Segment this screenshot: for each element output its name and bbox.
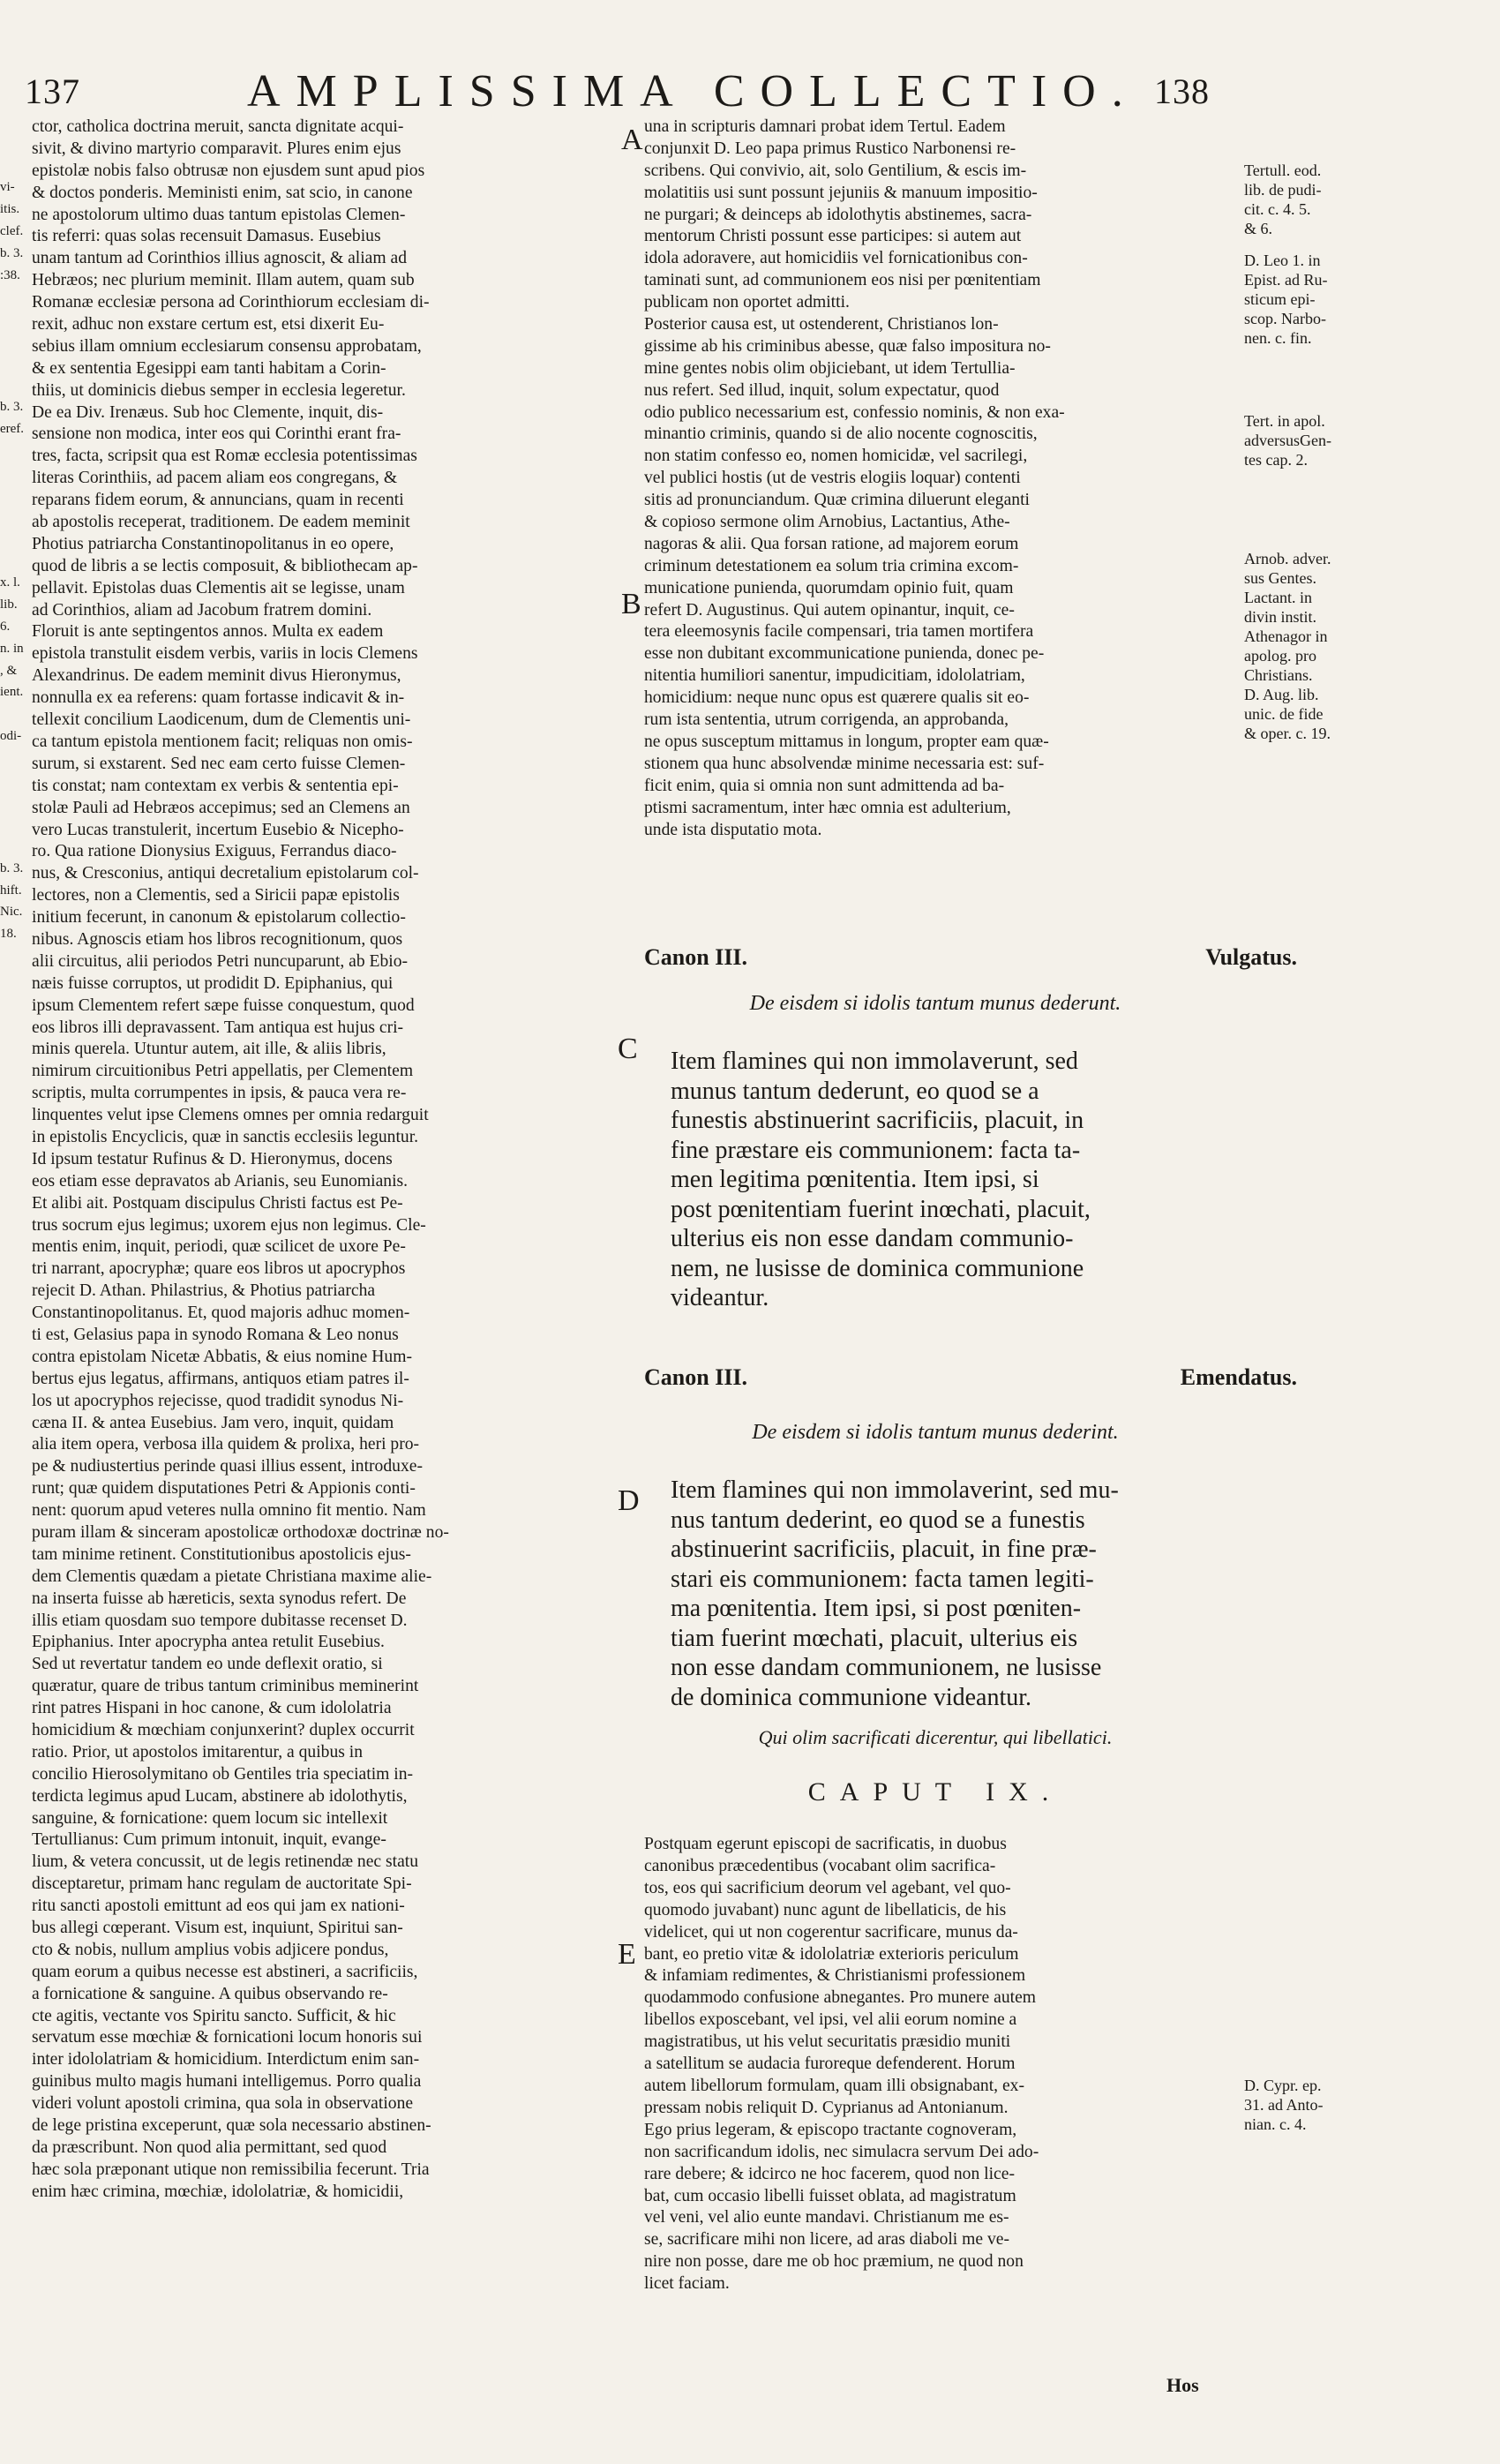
left-column-line: pe & nudiustertius perinde quasi illius essent, introduxe- (32, 1457, 423, 1476)
left-margin-note-line: x. l. (0, 575, 20, 590)
marginal-note-line: sus Gentes. (1244, 569, 1316, 587)
canon-vulgatus-line: funestis abstinuerint sacrificiis, placuit, in (671, 1107, 1084, 1134)
chapter-text-line: Postquam egerunt episcopi de sacrificatis, in duobus (644, 1835, 1007, 1853)
left-column-line: ro. Qua ratione Dionysius Exiguus, Ferrandus diaco- (32, 842, 397, 861)
section-letter-e: E (618, 1938, 636, 1971)
marginal-note-line: & oper. c. 19. (1244, 725, 1331, 742)
left-column-line: terdicta legimus apud Lucam, abstinere ab idolothytis, (32, 1786, 408, 1806)
left-column-line: næis fuisse corruptos, ut prodidit D. Epiphanius, qui (32, 973, 394, 993)
left-column-line: in epistolis Encyclicis, quæ in sanctis ecclesiis leguntur. (32, 1127, 419, 1146)
marginal-note-line: scop. Narbo- (1244, 310, 1326, 327)
left-column-line: da præscribunt. Non quod alia permittant, sed quod (32, 2137, 387, 2157)
left-margin-note-line (0, 352, 28, 374)
left-column-line: scriptis, multa corrumpentes in ipsis, & pauca vera re- (32, 1084, 407, 1103)
left-column-line: sivit, & divino martyrio comparavit. Plures enim ejus (32, 139, 401, 158)
left-column-line: cæna II. & antea Eusebius. Jam vero, inquit, quidam (32, 1413, 394, 1432)
left-margin-note-line: b. 3. (0, 399, 24, 414)
left-column-line: contra epistolam Nicetæ Abbatis, & eius nomine Hum- (32, 1347, 412, 1366)
right-column-text (644, 116, 1226, 841)
chapter-text-line: magistratibus, ut his velut securitatis præsidio muniti (644, 2032, 1011, 2052)
right-column-line: homicidium: neque nunc opus est quærere qualis sit eo- (644, 688, 1030, 708)
running-title: AMPLISSIMA COLLECTIO. (247, 66, 1139, 116)
canon-vulgatus-text (671, 1047, 1235, 1313)
right-column-line: taminati sunt, ad communionem eos nisi per pœnitentiam (644, 271, 1041, 290)
marginal-note-line: D. Leo 1. in (1244, 252, 1321, 269)
marginal-note-line: Tertull. eod. (1244, 162, 1322, 179)
left-column-line: cte agitis, vectante vos Spiritu sancto. Sufficit, & hic (32, 2006, 396, 2025)
canon-emendatus-line: Item flamines qui non immolaverint, sed mu- (671, 1476, 1119, 1504)
left-margin-note-line (0, 703, 28, 725)
left-margin-notes (0, 177, 28, 945)
left-column-line: enim hæc crimina, mœchiæ, idololatriæ, & homicidii, (32, 2182, 404, 2201)
left-column-line: ratio. Prior, ut apostolos imitarentur, a quibus in (32, 1742, 364, 1762)
left-column-line: Hebræos; nec plurium meminit. Illam autem, quam sub (32, 271, 415, 290)
right-column-line: criminum detestationem ea solum tria crimina excom- (644, 556, 1019, 575)
left-column-line: los ut apocryphos rejecisse, quod tradidit synodus Ni- (32, 1391, 404, 1410)
left-margin-note-line: :38. (0, 267, 20, 282)
left-column-line: homicidium & mœchiam conjunxerint? duplex occurrit (32, 1721, 415, 1740)
left-margin-note-line: vi- (0, 180, 15, 194)
left-margin-note-line: , & (0, 663, 18, 678)
left-margin-note-line (0, 550, 28, 572)
right-column-line: stionem qua hunc absolvendæ minime necessaria est: suf- (644, 754, 1045, 773)
chapter-text-line: quomodo juvabant) nunc agunt de libellaticis, de his (644, 1900, 1007, 1919)
right-column-line: minantio criminis, quando si de alio nocente cognoscitis, (644, 424, 1038, 444)
left-column-line: illis etiam quosdam suo tempore dubitasse recenset D. (32, 1611, 408, 1630)
left-column-line: a fornicatione & sanguine. A quibus observando re- (32, 1984, 388, 2003)
left-column-line: rint patres Hispani in hoc canone, & cum idololatria (32, 1699, 392, 1718)
left-column-line: tri narrant, apocryphæ; quare eos libros ut apocryphos (32, 1259, 406, 1279)
left-column-line: Romanæ ecclesiæ persona ad Corinthiorum ecclesiam di- (32, 293, 430, 312)
marginal-note-line: Arnob. adver. (1244, 550, 1331, 567)
left-column-line: hæc sola præponant utique non remissibilia fecerunt. Tria (32, 2160, 430, 2179)
left-margin-note-line (0, 286, 28, 308)
left-column-line: rejecit D. Athan. Philastrius, & Photius patriarcha (32, 1281, 376, 1301)
left-column-line: servatum esse mœchiæ & fornicationi locum honoris sui (32, 2028, 423, 2047)
marginal-note-line: cit. c. 4. 5. (1244, 200, 1311, 218)
marginal-note-line: tes cap. 2. (1244, 451, 1308, 469)
left-column-line: minis querela. Utuntur autem, ait ille, & aliis libris, (32, 1040, 386, 1059)
left-column-line: Et alibi ait. Postquam discipulus Christi factus est Pe- (32, 1193, 403, 1213)
right-column-line: nus refert. Sed illud, inquit, solum expectatur, quod (644, 380, 1000, 400)
marginal-note-line: divin instit. (1244, 608, 1317, 626)
left-margin-note-line: clef. (0, 223, 24, 238)
left-margin-note-line: n. in (0, 641, 24, 656)
chapter-text-line: libellos exposcebant, vel ipsi, vel alii eorum nomine a (644, 2010, 1017, 2030)
marginal-note-line: lib. de pudi- (1244, 181, 1322, 199)
right-column-line: vel publici hostis (ut de vestris elogiis loquar) contenti (644, 469, 1021, 488)
chapter-text-line: canonibus præcedentibus (vocabant olim sacrifica- (644, 1856, 996, 1875)
left-column-text (32, 116, 628, 2204)
canon-vulgatus-line: men legitima pœnitentia. Item ipsi, si (671, 1166, 1039, 1193)
left-column-line: tam minime retinent. Constitutionibus apostolicis ejus- (32, 1544, 411, 1564)
canon-vulgatus-subtitle: De eisdem si idolis tantum munus dederunt. (749, 992, 1121, 1015)
left-margin-note-line (0, 308, 28, 330)
right-column-line: molatitiis usi sunt possunt jejuniis & manuum impositio- (644, 183, 1038, 202)
canon-vulgatus-line: munus tantum dederunt, eo quod se a (671, 1077, 1039, 1105)
left-column-line: inter idololatriam & homicidium. Interdictum enim san- (32, 2050, 420, 2070)
left-column-line: mentis enim, inquit, periodi, quæ scilicet de uxore Pe- (32, 1237, 406, 1257)
right-column-line: Posterior causa est, ut ostenderent, Christianos lon- (644, 315, 999, 334)
left-column-line: ti est, Gelasius papa in synodo Romana & Leo nonus (32, 1325, 399, 1344)
chapter-text-line: non sacrificandum idolis, nec simulacra servum Dei ado- (644, 2142, 1039, 2161)
right-column-line: conjunxit D. Leo papa primus Rustico Narbonensi re- (644, 139, 1016, 158)
left-column-line: Alexandrinus. De eadem meminit divus Hieronymus, (32, 666, 401, 686)
left-column-line: tis referri: quas solas recensuit Damasus. Eusebius (32, 227, 381, 246)
left-column-line: dem Clementis quædam a pietate Christiana maxime alie- (32, 1566, 432, 1586)
left-margin-note-line: 6. (0, 619, 11, 634)
right-column-line: nagoras & alii. Qua forsan ratione, ad majorem eorum (644, 534, 1019, 553)
left-margin-note-line (0, 747, 28, 770)
left-column-line: & doctos ponderis. Meministi enim, sat scio, in canone (32, 183, 413, 202)
left-margin-note-line: Nic. (0, 905, 23, 920)
marginal-note-line: sticum epi- (1244, 290, 1316, 308)
left-column-line: tres, facta, scripsit qua est Romæ ecclesia potentissimas (32, 447, 417, 466)
right-column-line: ficit enim, quia si omnia non sunt admittenda ad ba- (644, 776, 1005, 795)
left-margin-note-line (0, 770, 28, 792)
marginal-note-line: Christians. (1244, 666, 1313, 684)
left-column-line: quod de libris a se lectis composuit, & bibliothecam ap- (32, 556, 418, 575)
canon-emendatus-line: de dominica communione videantur. (671, 1683, 1032, 1711)
left-column-line: nibus. Agnoscis etiam hos libros recognitionum, quos (32, 929, 403, 949)
left-column-line: bertus ejus legatus, affirmans, antiquos etiam patres il- (32, 1369, 409, 1388)
left-column-line: na inserta fuisse ab hæreticis, sexta synodus refert. De (32, 1589, 407, 1608)
left-column-line: stolæ Pauli ad Hebræos accepimus; sed an Clemens an (32, 798, 410, 817)
right-column-line: ptismi sacramentum, inter hæc omnia est adulterium, (644, 798, 1011, 817)
left-column-line: lium, & vetera concussit, ut de legis retinendæ nec statu (32, 1852, 419, 1872)
canon-emendatus-line: nus tantum dederint, eo quod se a funestis (671, 1506, 1085, 1534)
left-column-line: alia item opera, verbosa illa quidem & prolixa, heri pro- (32, 1435, 420, 1454)
left-column-line: puram illam & sinceram apostolicæ orthodoxæ doctrinæ no- (32, 1523, 449, 1542)
chapter-text-line: nire non posse, dare me ob hoc præmium, ne quod non (644, 2252, 1024, 2272)
left-column-line: disceptaretur, primam hanc regulam de auctoritate Spi- (32, 1874, 412, 1894)
marginal-note-line: Athenagor in (1244, 627, 1328, 645)
right-column-line: & copioso sermone olim Arnobius, Lactantius, Athe- (644, 513, 1010, 532)
chapter-text-line: bat, cum occasio libelli fuisset oblata, ad magistratum (644, 2186, 1016, 2205)
right-column-line: nitentia humiliori sanentur, impudicitiam, idololatriam, (644, 666, 1025, 686)
marginal-note-tertull (1244, 161, 1491, 238)
left-column-line: tis constat; nam contextam ex verbis & sententia epi- (32, 776, 399, 795)
chapter-text-line: & infamiam redimentes, & Christianismi professionem (644, 1966, 1026, 1986)
left-column-line: unam tantum ad Corinthios illius agnoscit, & aliam ad (32, 249, 408, 268)
left-column-line: nimirum circuitionibus Petri appellatis, per Clementem (32, 1062, 414, 1081)
right-column-line: mine gentes nobis olim objiciebant, ut idem Tertullia- (644, 358, 1016, 378)
canon-vulgatus-line: ulterius eis non esse dandam communio- (671, 1225, 1074, 1252)
chapter-heading: CAPUT IX. (807, 1777, 1063, 1807)
left-column-line: thiis, ut dominicis diebus semper in ecclesia legeretur. (32, 380, 406, 400)
chapter-text-line: pressam nobis reliquit D. Cyprianus ad Antonianum. (644, 2098, 1009, 2117)
left-column-line: Sed ut revertatur tandem eo unde deflexit oratio, si (32, 1655, 383, 1674)
chapter-text-line: licet faciam. (644, 2274, 730, 2294)
left-column-line: videri volunt apostoli crimina, qua sola in observatione (32, 2094, 414, 2114)
canon-emendatus-subtitle: De eisdem si idolis tantum munus dederint. (752, 1421, 1119, 1444)
chapter-text-line: tos, eos qui sacrificium deorum vel agebant, vel quo- (644, 1878, 1011, 1897)
right-column-line: idola adoravere, aut homicidiis vel fornicationibus con- (644, 249, 1028, 268)
canon-emendatus-line: stari eis communionem: facta tamen legiti- (671, 1565, 1094, 1593)
left-column-line: cto & nobis, nullum amplius vobis adjicere pondus, (32, 1940, 389, 1959)
right-column-line: ne purgari; & deinceps ab idolothytis abstinemes, sacra- (644, 205, 1032, 224)
left-margin-note-line (0, 792, 28, 814)
marginal-note-line: D. Aug. lib. (1244, 686, 1319, 703)
marginal-note-cypr (1244, 2076, 1491, 2134)
left-column-line: surum, si exstarent. Sed nec eam certo fuisse Clemen- (32, 754, 406, 773)
right-column-line: sitis ad pronunciandum. Quæ crimina diluerunt eleganti (644, 491, 1030, 510)
chapter-text-line: se, sacrificare mihi non licere, ad aras diaboli me ve- (644, 2230, 1010, 2250)
marginal-note-line: 31. ad Anto- (1244, 2096, 1324, 2114)
right-column-line: refert D. Augustinus. Qui autem opinantur, inquit, ce- (644, 600, 1015, 620)
left-margin-note-line (0, 374, 28, 396)
left-column-line: rexit, adhuc non exstare certum est, etsi dixerit Eu- (32, 315, 385, 334)
left-column-line: sensione non modica, inter eos qui Corinthi erant fra- (32, 424, 401, 444)
chapter-text-line: bant, eo pretio vitæ & idololatriæ exterioris periculum (644, 1944, 1019, 1964)
chapter-text-line: Ego prius legeram, & episcopo tractante cognoveram, (644, 2120, 1017, 2139)
catchword: Hos (1166, 2374, 1199, 2396)
marginal-note-line: D. Cypr. ep. (1244, 2077, 1322, 2094)
left-column-line: ca tantum epistola mentionem facit; reliquas non omis- (32, 732, 413, 751)
canon-vulgatus-number: Canon III. (644, 944, 748, 970)
left-margin-note-line: eref. (0, 421, 25, 436)
right-column-line: rum ista sententia, utrum corrigenda, an approbanda, (644, 710, 1009, 730)
left-column-line: epistola transtulit eisdem verbis, variis in locis Clemens (32, 644, 418, 664)
left-column-line: Floruit is ante septingentos annos. Multa ex eadem (32, 622, 384, 642)
left-margin-note-line: hift. (0, 883, 22, 898)
left-margin-note-line (0, 506, 28, 528)
left-column-line: quam eorum a quibus necesse est abstineri, a sacrificiis, (32, 1962, 418, 1981)
right-column-line: tera eleemosynis facile compensari, tria tamen mortifera (644, 622, 1034, 642)
marginal-note-tert-apol (1244, 411, 1491, 470)
chapter-text-line: quodammodo confusione abnegantes. Pro munere autem (644, 1988, 1037, 2008)
left-column-line: quæratur, quare de tribus tantum criminibus meminerint (32, 1677, 419, 1696)
canon-emendatus-line: tiam fuerint mœchati, placuit, ulterius eis (671, 1624, 1078, 1652)
left-column-line: literas Corinthiis, ad pacem aliam eos congregans, & (32, 469, 398, 488)
chapter-text (644, 1834, 1226, 2295)
left-margin-note-line: b. 3. (0, 860, 24, 875)
left-margin-note-line: itis. (0, 201, 20, 216)
left-margin-note-line: lib. (0, 597, 18, 612)
left-column-line: guinibus multo magis humani intelligemus. Porro qualia (32, 2072, 422, 2092)
page-number-right: 138 (1154, 71, 1210, 111)
right-column-line: esse non dubitant excommunicatione punienda, donec pe- (644, 644, 1045, 664)
left-column-line: Tertullianus: Cum primum intonuit, inquit, evange- (32, 1830, 386, 1850)
marginal-note-leo (1244, 251, 1491, 348)
canon-vulgatus-line: videantur. (671, 1284, 769, 1311)
left-margin-note-line (0, 814, 28, 836)
left-column-line: nus, & Cresconius, antiqui decretalium epistolarum col- (32, 864, 419, 883)
right-column-line: municatione punienda, quorumdam opinio fuit, quam (644, 578, 1014, 597)
canon-vulgatus-line: fine præstare eis communionem: facta ta- (671, 1136, 1081, 1164)
right-column-line: gissime ab his criminibus abesse, quæ falso impositura no- (644, 336, 1051, 356)
left-column-line: runt; quæ quidem disputationes Petri & Appionis conti- (32, 1479, 416, 1499)
left-column-line: tellexit concilium Laodicenum, dum de Clementis uni- (32, 710, 411, 730)
chapter-text-line: vel veni, vel alio eunte mandavi. Christianum me es- (644, 2208, 1009, 2227)
left-column-line: sebius illam omnium ecclesiarum consensu approbatam, (32, 336, 422, 356)
left-column-line: ad Corinthios, aliam ad Jacobum fratrem domini. (32, 600, 372, 620)
marginal-note-line: nen. c. fin. (1244, 329, 1312, 347)
marginal-note-arnob (1244, 549, 1491, 743)
left-column-line: eos libros illi depravassent. Tam antiqua est hujus cri- (32, 1018, 404, 1037)
marginal-note-line: Tert. in apol. (1244, 412, 1325, 430)
left-margin-note-line: ient. (0, 685, 24, 700)
left-column-line: De ea Div. Irenæus. Sub hoc Clemente, inquit, dis- (32, 402, 384, 422)
right-column-line: non statim confesso eo, nomen homicidæ, vel sacrilegi, (644, 447, 1028, 466)
left-column-line: & ex sententia Egesippi eam tanti habitam a Corin- (32, 358, 386, 378)
left-column-line: lectores, non a Clementis, sed a Siricii papæ epistolis (32, 886, 400, 905)
canon-vulgatus-heading (644, 944, 1297, 974)
section-letter-c: C (618, 1033, 638, 1065)
chapter-text-line: videlicet, qui ut non cogerentur sacrificare, munus da- (644, 1922, 1018, 1942)
left-column-line: concilio Hierosolymitano ob Gentiles tria speciatim in- (32, 1764, 414, 1784)
marginal-note-line: Lactant. in (1244, 589, 1312, 606)
canon-vulgatus-line: Item flamines qui non immolaverunt, sed (671, 1048, 1078, 1075)
chapter-text-line: rare debere; & idcirco ne hoc facerem, quod non lice- (644, 2164, 1015, 2183)
left-column-line: ne apostolorum ultimo duas tantum epistolas Clemen- (32, 205, 406, 224)
left-column-line: ritu sancti apostoli emittunt ad eos qui jam ex nationi- (32, 1897, 405, 1916)
right-column-line: ne opus susceptum mittamus in longum, propter eam quæ- (644, 732, 1049, 751)
chapter-text-line: a satellitum se audacia furoreque defenderent. Horum (644, 2055, 1016, 2074)
right-column-line: scribens. Qui convivio, ait, solo Gentilium, & escis im- (644, 161, 1027, 180)
page-number-left: 137 (25, 71, 80, 111)
left-margin-note-line: b. 3. (0, 245, 24, 260)
left-column-line: de lege pristina exceperunt, quæ sola necessario abstinen- (32, 2116, 431, 2136)
chapter-text-line: autem libellorum formulam, quam illi obsignabant, ex- (644, 2076, 1024, 2095)
left-column-line: Photius patriarcha Constantinopolitanus in eo opere, (32, 534, 394, 553)
canon-emendatus-line: ma pœnitentia. Item ipsi, si post pœniten- (671, 1595, 1082, 1622)
left-margin-note-line (0, 528, 28, 550)
left-column-line: ctor, catholica doctrina meruit, sancta dignitate acqui- (32, 117, 404, 136)
marginal-note-line: Epist. ad Ru- (1244, 271, 1328, 289)
left-margin-note-line: odi- (0, 729, 22, 744)
canon-footnote: Qui olim sacrificati dicerentur, qui libellatici. (758, 1726, 1113, 1748)
marginal-note-line: apolog. pro (1244, 647, 1316, 665)
left-column-line: alii circuitus, alii periodos Petri nuncuparunt, ab Ebio- (32, 951, 409, 971)
right-column-line: una in scripturis damnari probat idem Tertul. Eadem (644, 117, 1006, 136)
left-column-line: ab apostolis receperat, traditionem. De eadem meminit (32, 513, 410, 532)
left-column-line: epistolæ nobis falso obtrusæ non ejusdem sunt apud pios (32, 161, 425, 180)
right-column-line: publicam non oportet admitti. (644, 293, 850, 312)
left-column-line: initium fecerunt, in canonum & epistolarum collectio- (32, 908, 406, 928)
left-column-line: nonnulla ex ea referens: quam fortasse indicavit & in- (32, 688, 405, 708)
left-column-line: Id ipsum testatur Rufinus & D. Hieronymus, docens (32, 1149, 393, 1168)
left-column-line: vero Lucas transtulerit, incertum Eusebio & Nicepho- (32, 820, 404, 839)
canon-emendatus-line: abstinuerint sacrificiis, placuit, in fine præ- (671, 1536, 1097, 1563)
canon-vulgatus-line: nem, ne lusisse de dominica communione (671, 1254, 1084, 1282)
left-margin-note-line (0, 330, 28, 352)
left-column-line: bus allegi cœperant. Visum est, inquiunt, Spiritui san- (32, 1919, 403, 1938)
left-margin-note-line (0, 440, 28, 462)
section-letter-a: A (621, 124, 643, 156)
marginal-note-line: unic. de fide (1244, 705, 1324, 723)
left-margin-note-line: 18. (0, 927, 17, 942)
canon-emendatus-heading (644, 1364, 1297, 1394)
canon-emendatus-number: Canon III. (644, 1364, 748, 1390)
left-column-line: ipsum Clementem refert sæpe fuisse conquestum, quod (32, 995, 415, 1015)
section-letter-b: B (621, 588, 641, 620)
left-column-line: eos etiam esse depravatos ab Arianis, seu Eunomianis. (32, 1171, 409, 1191)
right-column-line: odio publico necessarium est, confessio nominis, & non exa- (644, 402, 1065, 422)
left-column-line: trus socrum ejus legimus; uxorem ejus non legimus. Cle- (32, 1215, 426, 1235)
right-column-line: mentorum Christi possunt esse participes: si autem aut (644, 227, 1022, 246)
marginal-note-line: adversusGen- (1244, 432, 1331, 449)
left-margin-note-line (0, 836, 28, 858)
canon-emendatus-label: Emendatus. (1180, 1364, 1297, 1390)
canon-emendatus-text (671, 1476, 1235, 1712)
canon-vulgatus-label: Vulgatus. (1205, 944, 1297, 970)
section-letter-d: D (618, 1484, 640, 1517)
left-margin-note-line (0, 484, 28, 506)
left-column-line: Epiphanius. Inter apocrypha antea retulit Eusebius. (32, 1633, 385, 1652)
marginal-note-line: nian. c. 4. (1244, 2115, 1307, 2133)
left-column-line: reparans fidem eorum, & annuncians, quam in recenti (32, 491, 404, 510)
marginal-note-line: & 6. (1244, 220, 1273, 237)
left-column-line: sanguine, & fornicatione: quem locum sic intellexit (32, 1808, 388, 1828)
left-column-line: nent: quorum apud veteres nulla omnino fit mentio. Nam (32, 1501, 426, 1521)
canon-emendatus-line: non esse dandam communionem, ne lusisse (671, 1654, 1102, 1681)
left-margin-note-line (0, 462, 28, 485)
left-column-line: linquentes velut ipse Clemens omnes per omnia redarguit (32, 1106, 429, 1125)
right-column-line: unde ista disputatio mota. (644, 820, 822, 839)
left-column-line: pellavit. Epistolas duas Clementis ait se legisse, unam (32, 578, 405, 597)
left-column-line: Constantinopolitanus. Et, quod majoris adhuc momen- (32, 1303, 410, 1323)
canon-vulgatus-line: post pœnitentiam fuerint inœchati, placuit, (671, 1195, 1091, 1223)
